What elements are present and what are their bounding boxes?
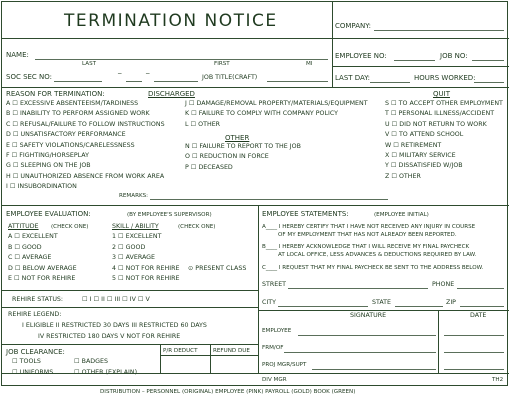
quit-reason-0[interactable]: S ☐ TO ACCEPT OTHER EMPLOYMENT bbox=[385, 100, 503, 107]
remarks-field[interactable] bbox=[150, 199, 388, 200]
last-day-field[interactable] bbox=[370, 82, 410, 83]
employee-signature-field[interactable] bbox=[298, 335, 436, 336]
ssn-field-2[interactable] bbox=[126, 81, 142, 82]
divider bbox=[160, 344, 161, 373]
discharged-reason-6[interactable]: G ☐ SLEEPING ON THE JOB bbox=[6, 162, 91, 170]
quit-reason-3[interactable]: V ☐ TO ATTEND SCHOOL bbox=[385, 131, 464, 139]
quit-reason-7[interactable]: Z ☐ OTHER bbox=[385, 172, 421, 180]
employee-no-label: EMPLOYEE NO: bbox=[335, 52, 387, 60]
attitude-option-3[interactable]: D ☐ BELOW AVERAGE bbox=[8, 264, 77, 272]
divider bbox=[332, 66, 509, 67]
rehire-legend-label: REHIRE LEGEND: bbox=[8, 311, 62, 318]
quit-reason-6[interactable]: Y ☐ DISSATISFIED W/JOB bbox=[385, 162, 463, 170]
rehire-legend-line-1: I ELIGIBLE II RESTRICTED 30 DAYS III RESTRICTED 60 DAYS bbox=[22, 322, 207, 329]
discharged-reason-3[interactable]: D ☐ UNSATISFACTORY PERFORMANCE bbox=[6, 131, 126, 139]
rehire-status-options[interactable]: ☐ I ☐ II ☐ III ☐ IV ☐ V bbox=[82, 296, 150, 303]
statement-a-line-1[interactable]: A____ I HEREBY CERTIFY THAT I HAVE NOT RECEIVED ANY INJURY IN COURSE bbox=[262, 224, 476, 230]
last-name-caption: LAST bbox=[82, 61, 97, 67]
discharged-reason-4[interactable]: E ☐ SAFETY VIOLATIONS/CARELESSNESS bbox=[6, 141, 135, 149]
signature-row-div-mgr: DIV MGR bbox=[262, 377, 287, 383]
ssn-dash: _ bbox=[146, 66, 150, 74]
zip-field[interactable] bbox=[460, 306, 504, 307]
divider bbox=[258, 310, 509, 311]
phone-field[interactable] bbox=[457, 288, 504, 289]
discharged-reason-1[interactable]: B ☐ INABILITY TO PERFORM ASSIGNED WORK bbox=[6, 110, 150, 118]
divider bbox=[2, 205, 509, 206]
evaluation-by: (BY EMPLOYEE'S SUPERVISOR) bbox=[127, 212, 212, 218]
last-day-label: LAST DAY: bbox=[335, 74, 371, 82]
employee-date-field[interactable] bbox=[444, 335, 504, 336]
statement-c-line-1[interactable]: C____ I REQUEST THAT MY FINAL PAYCHECK BE SENT TO THE ADDRESS BELOW. bbox=[262, 265, 484, 271]
signature-row-foreman: FRM/OF bbox=[262, 345, 284, 351]
company-label: COMPANY: bbox=[335, 22, 371, 30]
attitude-heading: ATTITUDE bbox=[8, 223, 39, 230]
quit-reason-4[interactable]: W ☐ RETIREMENT bbox=[385, 141, 442, 149]
job-title-field[interactable] bbox=[267, 81, 328, 82]
quit-heading: QUIT bbox=[433, 90, 450, 98]
statements-heading: EMPLOYEE STATEMENTS: bbox=[262, 210, 349, 218]
discharged-reason-extra-2[interactable]: L ☐ OTHER bbox=[185, 120, 221, 128]
proj-mgr-signature-field[interactable] bbox=[312, 369, 436, 370]
divider bbox=[2, 290, 258, 291]
quit-reason-2[interactable]: U ☐ DID NOT RETURN TO WORK bbox=[385, 120, 487, 128]
rehire-status-label: REHIRE STATUS: bbox=[12, 296, 64, 303]
foreman-date-field[interactable] bbox=[444, 352, 504, 353]
clearance-badges[interactable]: ☐ BADGES bbox=[74, 358, 108, 365]
employee-no-field[interactable] bbox=[394, 60, 435, 61]
city-label: CITY bbox=[262, 299, 276, 306]
statement-b-line-1[interactable]: B____ I HEREBY ACKNOWLEDGE THAT I WILL RECEIVE MY FINAL PAYCHECK bbox=[262, 244, 470, 250]
form-title: TERMINATION NOTICE bbox=[64, 11, 278, 31]
signature-row-proj-mgr: PROJ MGR/SUPT bbox=[262, 362, 307, 368]
skill-option-1[interactable]: 2 ☐ GOOD bbox=[112, 243, 146, 251]
zip-label: ZIP bbox=[446, 299, 456, 306]
other-reason-1[interactable]: O ☐ REDUCTION IN FORCE bbox=[185, 153, 269, 161]
clearance-uniforms[interactable]: ☐ UNIFORMS bbox=[12, 369, 54, 376]
refund-due-header: REFUND DUE bbox=[213, 348, 250, 354]
check-one-note: (CHECK ONE) bbox=[178, 224, 216, 230]
ssn-field-1[interactable] bbox=[54, 81, 102, 82]
company-field[interactable] bbox=[374, 30, 504, 31]
attitude-option-0[interactable]: A ☐ EXCELLENT bbox=[8, 233, 58, 240]
street-label: STREET bbox=[262, 281, 287, 288]
ssn-dash: _ bbox=[118, 66, 122, 74]
form-number: TH2 bbox=[492, 377, 504, 383]
job-no-field[interactable] bbox=[472, 60, 504, 61]
discharged-reason-0[interactable]: A ☐ EXCESSIVE ABSENTEEISM/TARDINESS bbox=[6, 100, 139, 107]
divider bbox=[2, 38, 509, 39]
skill-heading: SKILL / ABILITY bbox=[112, 223, 159, 230]
signature-row-employee: EMPLOYEE bbox=[262, 328, 292, 334]
divider bbox=[160, 355, 258, 356]
other-reason-2[interactable]: P ☐ DECEASED bbox=[185, 163, 233, 171]
signature-header: SIGNATURE bbox=[350, 312, 387, 319]
state-field[interactable] bbox=[395, 306, 443, 307]
divider bbox=[210, 344, 211, 373]
attitude-option-2[interactable]: C ☐ AVERAGE bbox=[8, 254, 52, 262]
discharged-heading: DISCHARGED bbox=[148, 90, 195, 98]
statement-a-line-2: OF MY EMPLOYMENT THAT HAS NOT ALREADY BEEN REPORTED. bbox=[278, 232, 457, 238]
divider bbox=[2, 344, 258, 345]
date-header: DATE bbox=[470, 312, 487, 319]
discharged-reason-2[interactable]: C ☐ REFUSAL/FAILURE TO FOLLOW INSTRUCTIONS bbox=[6, 120, 165, 128]
attitude-option-1[interactable]: B ☐ GOOD bbox=[8, 243, 42, 251]
statement-b-line-2: AT LOCAL OFFICE, LESS ADVANCES & DEDUCTIONS REQUIRED BY LAW. bbox=[278, 252, 477, 258]
statements-initial-note: (EMPLOYEE INITIAL) bbox=[374, 212, 429, 218]
attitude-option-4[interactable]: E ☐ NOT FOR REHIRE bbox=[8, 275, 76, 283]
skill-option-4[interactable]: 5 ☐ NOT FOR REHIRE bbox=[112, 275, 180, 283]
soc-sec-label: SOC SEC NO: bbox=[6, 73, 53, 81]
divider bbox=[332, 2, 333, 87]
discharged-reason-extra-1[interactable]: K ☐ FAILURE TO COMPLY WITH COMPANY POLICY bbox=[185, 110, 339, 118]
phone-label: PHONE bbox=[432, 281, 455, 288]
state-label: STATE bbox=[372, 299, 391, 306]
discharged-reason-7[interactable]: H ☐ UNAUTHORIZED ABSENCE FROM WORK AREA bbox=[6, 172, 165, 180]
pr-deduct-header: P/R DEDUCT bbox=[163, 348, 198, 354]
check-one-note: (CHECK ONE) bbox=[51, 224, 89, 230]
clearance-other[interactable]: ☐ OTHER (EXPLAIN) bbox=[74, 369, 138, 376]
quit-reason-1[interactable]: T ☐ PERSONAL ILLNESS/ACCIDENT bbox=[385, 110, 495, 118]
proj-mgr-date-field[interactable] bbox=[444, 369, 504, 370]
discharged-reason-extra-0[interactable]: J ☐ DAMAGE/REMOVAL PROPERTY/MATERIALS/EQUIPMENT bbox=[185, 100, 368, 107]
divider bbox=[2, 87, 509, 88]
street-field[interactable] bbox=[288, 288, 428, 289]
quit-reason-5[interactable]: X ☐ MILITARY SERVICE bbox=[385, 152, 456, 159]
skill-option-2[interactable]: 3 ☐ AVERAGE bbox=[112, 254, 156, 262]
discharged-reason-5[interactable]: F ☐ FIGHTING/HORSEPLAY bbox=[6, 152, 89, 159]
reason-heading: REASON FOR TERMINATION: bbox=[6, 90, 105, 98]
middle-initial-caption: MI bbox=[306, 61, 313, 67]
divider bbox=[2, 373, 509, 374]
job-clearance-heading: JOB CLEARANCE: bbox=[6, 348, 65, 356]
job-no-label: JOB NO: bbox=[440, 52, 468, 60]
other-heading: OTHER bbox=[225, 134, 250, 142]
ssn-field-3[interactable] bbox=[154, 81, 198, 82]
evaluation-heading: EMPLOYEE EVALUATION: bbox=[6, 210, 91, 218]
hours-worked-field[interactable] bbox=[474, 82, 504, 83]
discharged-reason-8[interactable]: I ☐ INSUBORDINATION bbox=[6, 183, 77, 191]
city-field[interactable] bbox=[278, 306, 368, 307]
clearance-tools[interactable]: ☐ TOOLS bbox=[12, 358, 41, 365]
divider bbox=[258, 205, 259, 373]
divider bbox=[2, 307, 258, 308]
rehire-legend-line-2: IV RESTRICTED 180 DAYS V NOT FOR REHIRE bbox=[38, 333, 181, 340]
other-reason-0[interactable]: N ☐ FAILURE TO REPORT TO THE JOB bbox=[185, 143, 301, 150]
termination-notice-form bbox=[1, 1, 508, 386]
name-field[interactable] bbox=[35, 59, 328, 60]
name-label: NAME: bbox=[6, 51, 29, 59]
foreman-signature-field[interactable] bbox=[284, 352, 436, 353]
hours-worked-label: HOURS WORKED: bbox=[414, 74, 476, 82]
job-title-label: JOB TITLE(CRAFT) bbox=[202, 74, 258, 81]
remarks-label: REMARKS: bbox=[119, 193, 149, 199]
distribution-note: DISTRIBUTION – PERSONNEL (ORIGINAL) EMPLOYEE (PINK) PAYROLL (GOLD) BOOK (GREEN) bbox=[100, 389, 356, 395]
first-name-caption: FIRST bbox=[214, 61, 230, 67]
skill-option-0[interactable]: 1 ☐ EXCELLENT bbox=[112, 233, 162, 240]
divider bbox=[438, 310, 439, 373]
present-class-option[interactable]: ⊙ PRESENT CLASS bbox=[188, 265, 247, 272]
skill-option-3[interactable]: 4 ☐ NOT FOR REHIRE bbox=[112, 264, 180, 272]
